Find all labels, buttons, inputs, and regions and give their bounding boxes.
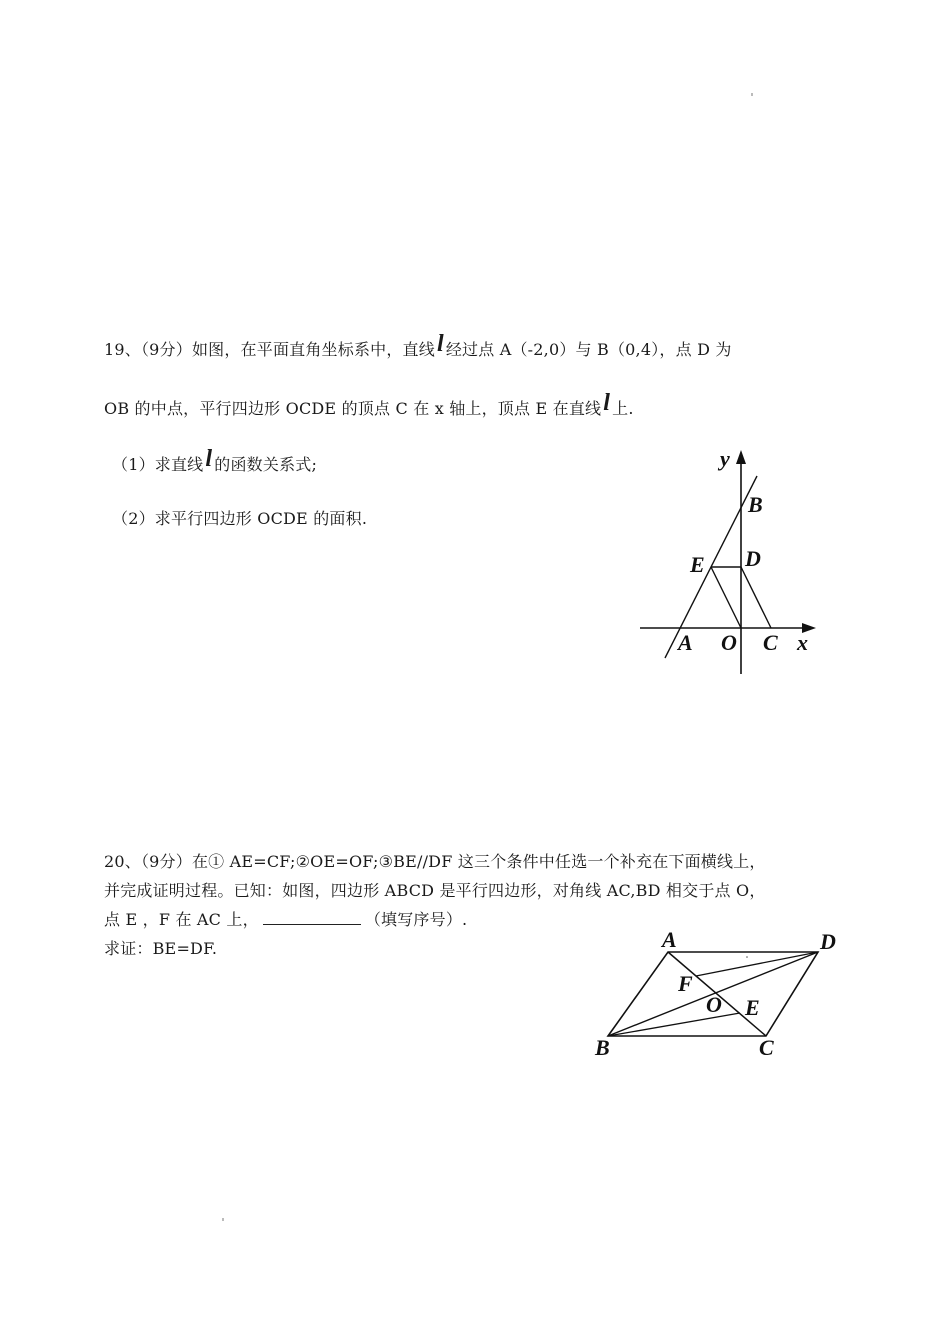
q19-text: 19、（9分）如图，在平面直角坐标系中，直线 (104, 340, 435, 359)
label-C: C (763, 630, 778, 655)
q20-line-3 (104, 907, 467, 930)
q20-parallelogram-figure (585, 925, 845, 1065)
label-E: E (690, 552, 705, 577)
q19-text: 上. (612, 399, 634, 418)
label-F: F (678, 971, 693, 996)
line-l-symbol: l (436, 331, 444, 357)
segment-DC (741, 567, 771, 628)
q20-text: 20、（9分）在① AE=CF;②OE=OF;③BE//DF 这三个条件中任选一个补充在下面横线上， (104, 852, 766, 871)
q20-text: （填写序号）. (364, 910, 468, 929)
label-A: A (678, 630, 693, 655)
q20-prove-text: 求证：BE=DF. (104, 939, 218, 958)
q19-line-2 (104, 390, 634, 419)
answer-blank[interactable] (263, 910, 361, 925)
q20-text: 点 E ，F 在 AC 上， (104, 910, 259, 929)
label-A: A (662, 927, 677, 952)
q20-line-4 (104, 936, 217, 959)
q19-coordinate-figure (630, 440, 830, 680)
label-E: E (745, 995, 760, 1020)
speck-mark (222, 1218, 224, 1221)
speck-mark (746, 956, 748, 958)
q19-line-1 (104, 331, 732, 360)
q20-line-1 (104, 849, 766, 872)
q19-part-1 (112, 446, 318, 475)
q19-text: OB 的中点，平行四边形 OCDE 的顶点 C 在 x 轴上，顶点 E 在直线 (104, 399, 602, 418)
y-axis-arrow-icon (736, 450, 746, 464)
q19-part1-text: 的函数关系式; (214, 455, 318, 474)
q19-text: 经过点 A（-2,0）与 B（0,4），点 D 为 (445, 340, 732, 359)
label-O: O (706, 992, 722, 1017)
q20-text: 并完成证明过程。已知：如图，四边形 ABCD 是平行四边形，对角线 AC,BD 相交于点 O， (104, 881, 766, 900)
label-y: y (720, 446, 730, 471)
speck-mark (751, 93, 753, 96)
label-x: x (797, 630, 808, 655)
q19-part-2 (112, 506, 367, 529)
q19-part2-text: （2）求平行四边形 OCDE 的面积. (112, 509, 368, 528)
q20-line-2 (104, 878, 766, 901)
segment-DF (696, 952, 818, 976)
label-B: B (595, 1035, 610, 1060)
label-O: O (721, 630, 737, 655)
label-D: D (820, 929, 836, 954)
line-l-symbol: l (603, 390, 611, 416)
label-D: D (745, 546, 761, 571)
label-C: C (759, 1035, 774, 1060)
line-l-symbol: l (205, 446, 213, 472)
label-B: B (748, 492, 763, 517)
segment-EO (711, 567, 741, 628)
q19-part1-text: （1）求直线 (112, 455, 204, 474)
